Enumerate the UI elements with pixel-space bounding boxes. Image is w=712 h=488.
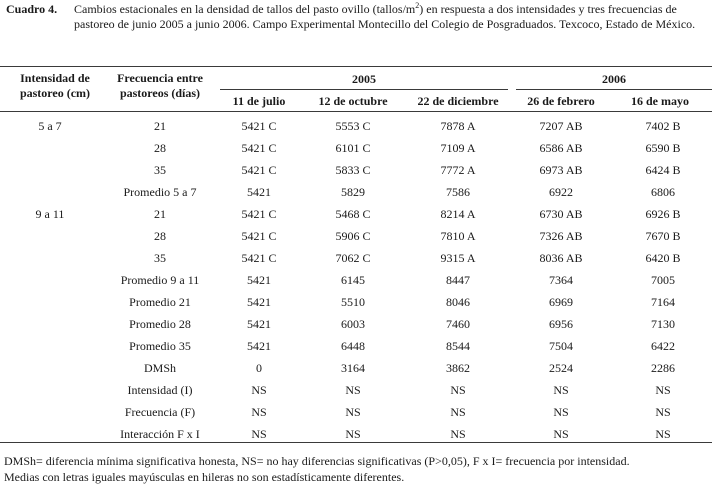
value-cell: 5421 C <box>241 206 277 221</box>
table-footnote <box>4 453 708 485</box>
value-cell: 7005 <box>651 272 675 287</box>
value-cell: 6590 B <box>645 140 681 155</box>
value-cell: 6926 B <box>645 206 681 221</box>
intensidad-cell <box>0 269 100 291</box>
caption-text-part2: ) en respuesta a dos intensidades y tres frecuencias de pastoreo de junio 2005 a junio 2006. Campo Experimental Montecillo del Colegio de Posgraduados. Texcoco, Estado de México. <box>74 2 696 31</box>
header-date-2: 12 de octubre <box>318 94 388 108</box>
value-cell: 7326 AB <box>539 228 583 243</box>
value-cell: 7670 B <box>645 228 681 243</box>
value-cell: 5421 <box>247 338 271 353</box>
value-cell: NS <box>450 382 466 397</box>
intensidad-cell <box>0 247 100 269</box>
frecuencia-cell: Promedio 35 <box>129 338 191 353</box>
intensidad-cell <box>0 401 100 423</box>
value-cell: 6424 B <box>645 162 681 177</box>
intensidad-cell <box>0 291 100 313</box>
value-cell: 5468 C <box>335 206 371 221</box>
header-date-4: 26 de febrero <box>527 94 595 108</box>
intensidad-cell <box>0 313 100 335</box>
value-cell: NS <box>655 404 671 419</box>
table-row <box>0 291 712 313</box>
value-cell: NS <box>450 426 466 441</box>
value-cell: 7402 B <box>645 118 681 133</box>
value-cell: 7364 <box>549 272 573 287</box>
year-2006-underline <box>516 89 712 90</box>
table-bottom-rule <box>0 442 712 443</box>
value-cell: 5421 <box>247 316 271 331</box>
table-row <box>0 159 712 181</box>
value-cell: 6003 <box>341 316 365 331</box>
value-cell: 5421 C <box>241 118 277 133</box>
data-table <box>0 115 712 445</box>
value-cell: 6145 <box>341 272 365 287</box>
frecuencia-cell: Promedio 5 a 7 <box>123 184 197 199</box>
frecuencia-cell: Promedio 28 <box>129 316 191 331</box>
table-row <box>0 115 712 137</box>
value-cell: 8036 AB <box>539 250 583 265</box>
value-cell: 2524 <box>549 360 573 375</box>
value-cell: 7062 C <box>335 250 371 265</box>
intensidad-cell: 9 a 11 <box>35 206 65 221</box>
value-cell: 3164 <box>341 360 365 375</box>
frecuencia-cell: 28 <box>154 140 166 155</box>
value-cell: NS <box>251 382 267 397</box>
value-cell: 6969 <box>549 294 573 309</box>
value-cell: NS <box>553 382 569 397</box>
value-cell: 6420 B <box>645 250 681 265</box>
table-body <box>0 115 712 445</box>
value-cell: 7878 A <box>440 118 476 133</box>
value-cell: 5421 C <box>241 250 277 265</box>
value-cell: 6922 <box>549 184 573 199</box>
value-cell: NS <box>450 404 466 419</box>
value-cell: 6956 <box>549 316 573 331</box>
table-row <box>0 225 712 247</box>
value-cell: 6806 <box>651 184 675 199</box>
value-cell: NS <box>251 404 267 419</box>
value-cell: 5421 <box>247 294 271 309</box>
intensidad-cell <box>0 159 100 181</box>
value-cell: 6448 <box>341 338 365 353</box>
caption-superscript: 2 <box>415 1 420 10</box>
frecuencia-cell: 28 <box>154 228 166 243</box>
frecuencia-cell: 35 <box>154 250 166 265</box>
table-row <box>0 181 712 203</box>
value-cell: 5421 C <box>241 228 277 243</box>
table-row <box>0 247 712 269</box>
frecuencia-cell: 21 <box>154 206 166 221</box>
frecuencia-cell: Intensidad (I) <box>127 382 193 397</box>
frecuencia-cell: Frecuencia (F) <box>124 404 196 419</box>
footnote-line-2: Medias con letras iguales mayúsculas en hileras no son estadísticamente diferentes. <box>4 470 405 484</box>
value-cell: 5421 C <box>241 162 277 177</box>
intensidad-cell: 5 a 7 <box>38 118 62 133</box>
header-frecuencia: Frecuencia entre pastoreos (días) <box>117 71 203 100</box>
value-cell: 7164 <box>651 294 675 309</box>
header-date-5: 16 de mayo <box>631 94 689 108</box>
frecuencia-cell: Promedio 21 <box>129 294 191 309</box>
caption-text <box>74 2 706 32</box>
frecuencia-cell: Promedio 9 a 11 <box>120 272 200 287</box>
value-cell: NS <box>553 426 569 441</box>
value-cell: 7207 AB <box>539 118 583 133</box>
value-cell: NS <box>655 426 671 441</box>
value-cell: 6586 AB <box>539 140 583 155</box>
intensidad-cell <box>0 379 100 401</box>
caption-text-part1: Cambios estacionales en la densidad de tallos del pasto ovillo (tallos/m <box>74 2 416 16</box>
value-cell: 3862 <box>446 360 470 375</box>
value-cell: 5553 C <box>335 118 371 133</box>
header-year-2006: 2006 <box>602 72 626 86</box>
value-cell: 7109 A <box>440 140 476 155</box>
value-cell: 8447 <box>446 272 470 287</box>
table-row <box>0 137 712 159</box>
value-cell: 6101 C <box>335 140 371 155</box>
value-cell: 5510 <box>341 294 365 309</box>
value-cell: NS <box>345 382 361 397</box>
value-cell: 7504 <box>549 338 573 353</box>
value-cell: NS <box>345 426 361 441</box>
header-date-3: 22 de diciembre <box>417 94 499 108</box>
table-top-rule <box>0 66 712 67</box>
table-row <box>0 401 712 423</box>
value-cell: 5421 <box>247 184 271 199</box>
header-bottom-rule <box>0 111 712 112</box>
header-year-2005: 2005 <box>352 72 376 86</box>
table-row <box>0 379 712 401</box>
year-2005-underline <box>220 89 508 90</box>
intensidad-cell <box>0 335 100 357</box>
frecuencia-cell: 21 <box>154 118 166 133</box>
value-cell: NS <box>345 404 361 419</box>
footnote-line-1: DMSh= diferencia mínima significativa honesta, NS= no hay diferencias significativas (P>0,05), F x I= frecuencia por intensidad. <box>4 454 630 468</box>
intensidad-cell <box>0 357 100 379</box>
frecuencia-cell: DMSh <box>143 360 176 375</box>
table-row <box>0 357 712 379</box>
caption-label: Cuadro 4. <box>6 2 58 16</box>
table-row <box>0 203 712 225</box>
value-cell: 6973 AB <box>539 162 583 177</box>
intensidad-cell <box>0 181 100 203</box>
value-cell: 5829 <box>341 184 365 199</box>
value-cell: NS <box>655 382 671 397</box>
frecuencia-cell: Interacción F x I <box>120 426 200 441</box>
intensidad-cell <box>0 137 100 159</box>
table-row <box>0 335 712 357</box>
value-cell: 7460 <box>446 316 470 331</box>
value-cell: 7130 <box>651 316 675 331</box>
value-cell: NS <box>251 426 267 441</box>
value-cell: 8214 A <box>440 206 476 221</box>
table-row <box>0 313 712 335</box>
value-cell: 6730 AB <box>539 206 583 221</box>
value-cell: 7772 A <box>440 162 476 177</box>
value-cell: 5906 C <box>335 228 371 243</box>
intensidad-cell <box>0 225 100 247</box>
frecuencia-cell: 35 <box>154 162 166 177</box>
value-cell: 2286 <box>651 360 675 375</box>
table-row <box>0 269 712 291</box>
header-intensidad: Intensidad de pastoreo (cm) <box>19 71 91 100</box>
value-cell: 5421 C <box>241 140 277 155</box>
value-cell: NS <box>553 404 569 419</box>
value-cell: 5421 <box>247 272 271 287</box>
value-cell: 7586 <box>446 184 470 199</box>
value-cell: 7810 A <box>440 228 476 243</box>
value-cell: 8544 <box>446 338 470 353</box>
value-cell: 8046 <box>446 294 470 309</box>
header-date-1: 11 de julio <box>232 94 286 108</box>
value-cell: 5833 C <box>335 162 371 177</box>
value-cell: 6422 <box>651 338 675 353</box>
value-cell: 9315 A <box>440 250 476 265</box>
value-cell: 0 <box>256 360 262 375</box>
